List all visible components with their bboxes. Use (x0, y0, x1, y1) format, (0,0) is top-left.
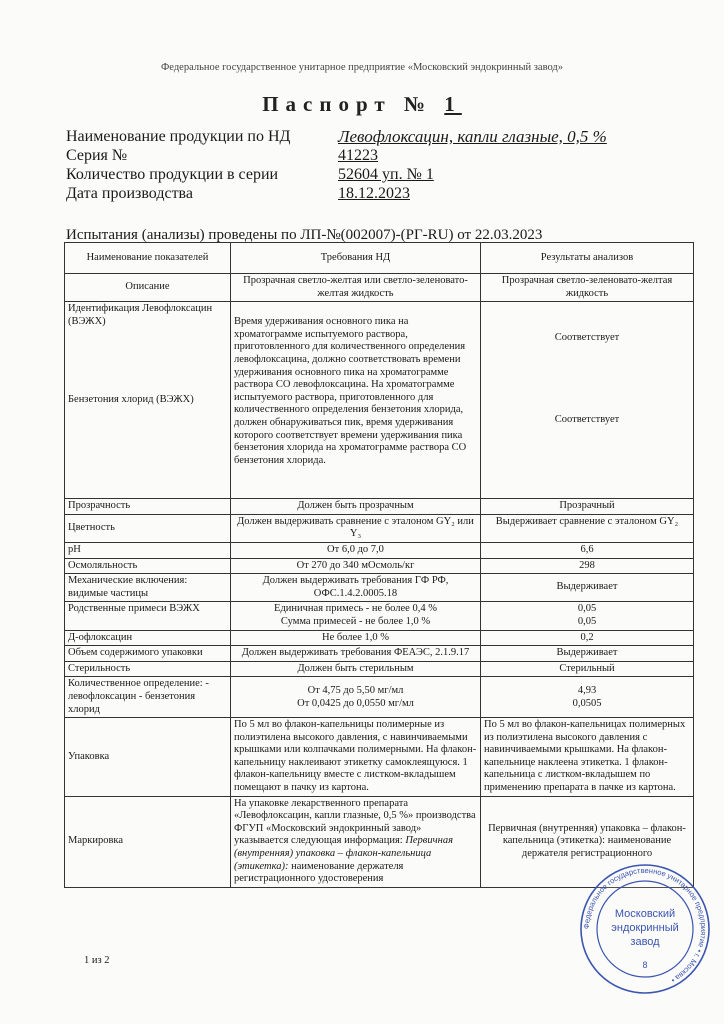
date-label: Дата производства (66, 185, 193, 202)
cell-requirement: Должен выдерживать сравнение с эталоном GY₂ или Y₃ (231, 514, 481, 542)
table-header-row (65, 243, 694, 274)
cell-requirement (231, 602, 481, 630)
cell-requirement: Должен выдерживать требования ФЕАЭС, 2.1.9.17 (231, 646, 481, 662)
table-row (65, 514, 694, 542)
title-text: Паспорт № (262, 92, 433, 116)
cell-requirement: Должен выдерживать требования ГФ РФ, ОФС.1.4.2.0005.18 (231, 574, 481, 602)
header-requirements: Требования НД (231, 243, 481, 274)
cell-requirement: Должен быть прозрачным (231, 499, 481, 515)
cell-name: Упаковка (65, 718, 231, 797)
cell-requirement (231, 796, 481, 887)
cell-name: Цветность (65, 514, 231, 542)
company-stamp (578, 862, 712, 996)
cell-result: Выдерживает (481, 646, 694, 662)
cell-result: Прозрачная светло-зеленовато-желтая жидкость (481, 274, 694, 302)
cell-requirement: Прозрачная светло-желтая или светло-зеленовато-желтая жидкость (231, 274, 481, 302)
table-row (65, 661, 694, 677)
organization-header: Федеральное государственное унитарное предприятие «Московский эндокринный завод» (161, 62, 563, 73)
marking-req-italic: Первичная (внутренняя) упаковка – флакон-капельница (этикетка): (234, 835, 453, 872)
cell-name: Механические включения: видимые частицы (65, 574, 231, 602)
product-info (66, 127, 607, 203)
series-row (66, 146, 607, 165)
table-row (65, 630, 694, 646)
stamp-outer-text: Федеральное государственное унитарное предприятие • г. Москва • (581, 865, 709, 985)
impurity-sum-res: 0,05 (577, 615, 597, 627)
table-row (65, 646, 694, 662)
assay-benz-req: От 0,0425 до 0,0550 мг/мл (297, 697, 414, 709)
header-results: Результаты анализов (481, 243, 694, 274)
impurity-single-res: 0,05 (577, 603, 597, 615)
page-counter: 1 из 2 (84, 955, 110, 966)
cell-result: Стерильный (481, 661, 694, 677)
results-table (64, 242, 694, 888)
cell-result: 0,2 (481, 630, 694, 646)
cell-result: Первичная (внутренняя) упаковка – флакон-капельница (этикетка): наименование держателя регистрационного (481, 796, 694, 887)
stamp-line-1: Московский (614, 908, 676, 920)
cell-requirement: От 6,0 до 7,0 (231, 542, 481, 558)
impurity-single-req: Единичная примесь - не более 0,4 % (274, 603, 437, 615)
product-label: Наименование продукции по НД (66, 128, 291, 145)
marking-req-tail: наименование держателя регистрационного удостоверения (234, 860, 404, 885)
passport-number: 1 (444, 92, 462, 116)
cell-name: Стерильность (65, 661, 231, 677)
assay-levo-res: 4,93 (577, 685, 597, 697)
cell-requirement: От 270 до 340 мОсмоль/кг (231, 558, 481, 574)
ident-name: Идентификация Левофлоксацин (ВЭЖХ) (68, 303, 213, 327)
cell-requirement: Не более 1,0 % (231, 630, 481, 646)
table-row (65, 274, 694, 302)
table-row (65, 574, 694, 602)
date-row (66, 184, 607, 203)
impurity-sum-req: Сумма примесей - не более 1,0 % (280, 615, 431, 627)
cell-requirement (231, 677, 481, 718)
cell-name: pH (65, 542, 231, 558)
cell-result: Выдерживает сравнение с эталоном GY₂ (481, 514, 694, 542)
product-row (66, 127, 607, 146)
table-row (65, 542, 694, 558)
cell-result: 298 (481, 558, 694, 574)
cell-result: По 5 мл во флакон-капельницах полимерных из полиэтилена высокого давления с навинчиваемыми крышками. На флакон-капельнице наклеена этикетка. 1 флакон-капельница с листком-вкладышем по применению препарата в пачке из картона. (481, 718, 694, 797)
table-row (65, 499, 694, 515)
table-row (65, 718, 694, 797)
cell-name: Прозрачность (65, 499, 231, 515)
cell-name: Родственные примеси ВЭЖХ (65, 602, 231, 630)
document-title (0, 92, 724, 117)
cell-requirement: По 5 мл во флакон-капельницы полимерные из полиэтилена высокого давления, с навинчиваемыми крышками или колпачками полимерными. На флакон-капельницу наклеивают этикетку самоклеящуюся. 1 флакон-капельницу вместе с листком-вкладышем помещают в пачку из картона. (231, 718, 481, 797)
cell-result: 6,6 (481, 542, 694, 558)
cell-name (65, 302, 231, 499)
cell-result (481, 302, 694, 499)
series-value: 41223 (338, 147, 378, 164)
tests-statement: Испытания (анализы) проведены по ЛП-№(002007)-(РГ-RU) от 22.03.2023 (66, 227, 543, 243)
cell-name: Д-офлоксацин (65, 630, 231, 646)
cell-name: Количественное определение: - левофлоксацин - бензетония хлорид (65, 677, 231, 718)
benz-name: Бензетония хлорид (ВЭЖХ) (68, 394, 194, 406)
cell-name: Описание (65, 274, 231, 302)
cell-name: Осмоляльность (65, 558, 231, 574)
quantity-row (66, 165, 607, 184)
cell-result: Выдерживает (481, 574, 694, 602)
stamp-line-2: эндокринный (611, 922, 679, 934)
date-value: 18.12.2023 (338, 185, 410, 202)
cell-name: Объем содержимого упаковки (65, 646, 231, 662)
cell-result (481, 677, 694, 718)
series-label: Серия № (66, 147, 128, 164)
cell-requirement: Время удерживания основного пика на хроматограмме испытуемого раствора, приготовленного для количественного определения левофлоксацина, должно соответствовать времени удерживания основного пика на хроматограмме раствора СО левофлоксацина. На хроматограмме испытуемого раствора, приготовленного для количественного определения бензетония хлорида, должен обнаруживаться пик, время удерживания которого соответствует времени удерживания пика бензетония хлорида на хроматограмме раствора СО бензетония хлорида. (231, 302, 481, 499)
stamp-number: 8 (642, 960, 648, 970)
ident-result-2: Соответствует (554, 414, 620, 426)
header-indicator: Наименование показателей (65, 243, 231, 274)
cell-name: Маркировка (65, 796, 231, 887)
table-row (65, 677, 694, 718)
assay-benz-res: 0,0505 (572, 697, 602, 709)
quantity-label: Количество продукции в серии (66, 166, 279, 183)
stamp-line-3: завод (630, 936, 660, 948)
cell-result (481, 602, 694, 630)
table-row (65, 558, 694, 574)
cell-result: Прозрачный (481, 499, 694, 515)
product-value: Левофлоксацин, капли глазные, 0,5 % (338, 127, 607, 146)
table-row (65, 302, 694, 499)
table-row (65, 602, 694, 630)
cell-requirement: Должен быть стерильным (231, 661, 481, 677)
assay-levo-req: От 4,75 до 5,50 мг/мл (307, 685, 404, 697)
marking-req-text: На упаковке лекарственного препарата «Левофлоксацин, капли глазные, 0,5 %» производства ФГУП «Московский эндокринный завод» указывается следующая информация: (234, 797, 476, 847)
ident-result-1: Соответствует (554, 332, 620, 344)
quantity-value: 52604 уп. № 1 (338, 166, 434, 183)
